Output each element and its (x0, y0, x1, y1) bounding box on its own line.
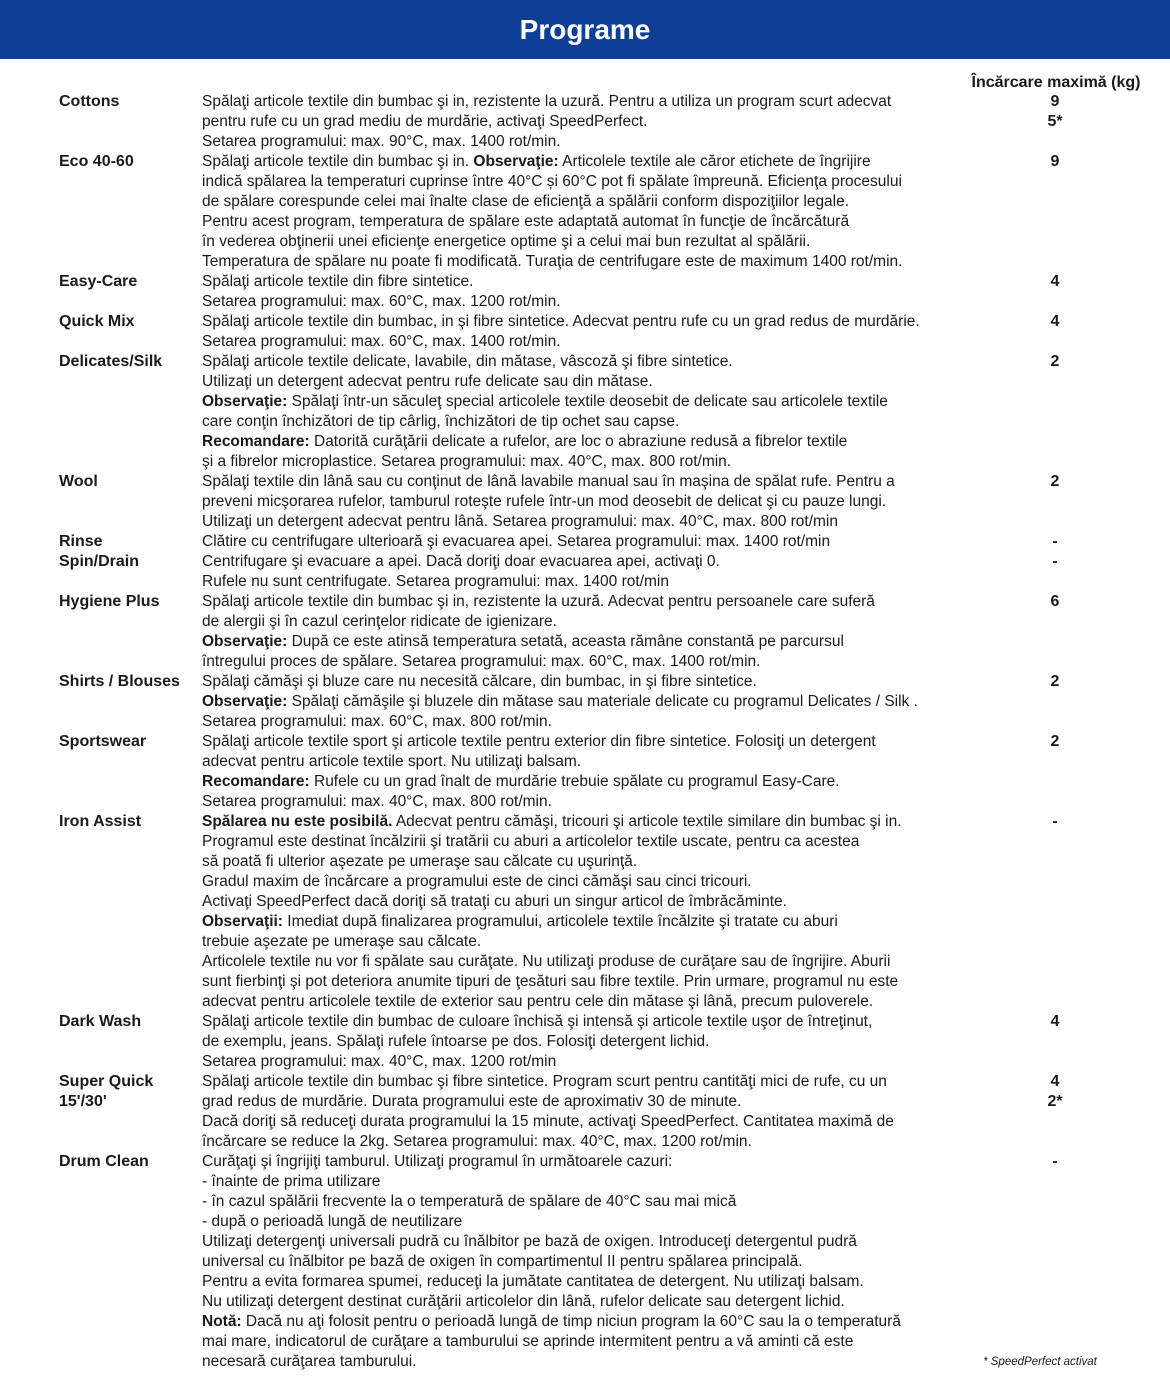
max-load-value: 2 (1050, 733, 1060, 750)
program-description (202, 352, 982, 472)
description-line (202, 1132, 982, 1152)
text-segment: Spălaţi articole textile din bumbac de culoare închisă şi intensă şi articole textile uşor de întreţinut, (202, 1013, 873, 1030)
program-description (202, 472, 982, 532)
program-description (202, 1012, 982, 1072)
text-segment: Spălaţi articole textile delicate, lavabile, din mătase, vâscoză şi fibre sintetice. (202, 353, 733, 370)
description-line (202, 472, 982, 492)
max-load-column-header: Încărcare maximă (kg) (971, 74, 1141, 91)
description-line (202, 132, 982, 152)
text-segment: Gradul maxim de încărcare a programului este de cinci cămăşi sau cinci tricouri. (202, 873, 752, 890)
bold-label: Observaţie: (202, 393, 288, 410)
max-load-value: 2 (1050, 353, 1060, 370)
description-line (202, 612, 982, 632)
text-segment: Temperatura de spălare nu poate fi modificată. Turaţia de centrifugare este de maximum 1400 rot/min. (202, 253, 903, 270)
description-line (202, 1012, 982, 1032)
text-segment: încărcare se reduce la 2kg. Setarea programului: max. 40°C, max. 1200 rot/min. (202, 1133, 752, 1150)
text-segment: de exemplu, jeans. Spălaţi rufele întoarse pe dos. Folosiţi detergent lichid. (202, 1033, 710, 1050)
program-description (202, 92, 982, 152)
text-segment: Utilizaţi detergenţi universali pudră cu înălbitor pe bază de oxigen. Introduceţi detergentul pudră (202, 1233, 857, 1250)
program-name: Dark Wash (59, 1013, 142, 1030)
description-line (202, 692, 982, 712)
description-line (202, 1172, 982, 1192)
program-name: Iron Assist (59, 813, 142, 830)
bold-label: Notă: (202, 1313, 242, 1330)
description-line (202, 1192, 982, 1212)
description-line (202, 1032, 982, 1052)
max-load-value: 4 (1050, 313, 1060, 330)
program-description (202, 272, 982, 312)
text-segment: Spălaţi articole textile din bumbac şi in. (202, 153, 474, 170)
text-segment: Setarea programului: max. 40°C, max. 800 rot/min. (202, 793, 552, 810)
description-line (202, 452, 982, 472)
program-name: Rinse (59, 533, 103, 550)
bold-label: Recomandare: (202, 773, 310, 790)
description-line (202, 872, 982, 892)
text-segment: Activaţi SpeedPerfect dacă doriţi să trataţi cu aburi un singur articol de îmbrăcăminte. (202, 893, 787, 910)
text-segment: Setarea programului: max. 40°C, max. 1200 rot/min (202, 1053, 557, 1070)
description-line (202, 192, 982, 212)
description-line (202, 972, 982, 992)
max-load-value: - (1052, 533, 1058, 550)
program-description (202, 672, 982, 732)
description-line (202, 1252, 982, 1272)
text-segment: universal cu înălbitor pe bază de oxigen în compartimentul II pentru spălarea principală. (202, 1253, 803, 1270)
description-line (202, 752, 982, 772)
description-line (202, 652, 982, 672)
program-name: Cottons (59, 93, 120, 110)
max-load-value: 4 (1050, 273, 1060, 290)
text-segment: de alergii şi în cazul cerinţelor ridicate de igienizare. (202, 613, 557, 630)
program-name: Delicates/Silk (59, 353, 163, 370)
description-line (202, 932, 982, 952)
description-line (202, 352, 982, 372)
text-segment: necesară curăţarea tamburului. (202, 1353, 417, 1370)
program-name: Super Quick 15'/30' (59, 1073, 154, 1110)
text-segment: - în cazul spălării frecvente la o temperatură de spălare de 40°C sau mai mică (202, 1193, 737, 1210)
max-load-value: 4 (1050, 1013, 1060, 1030)
text-segment: Centrifugare şi evacuare a apei. Dacă doriţi doar evacuarea apei, activaţi 0. (202, 553, 720, 570)
text-segment: Setarea programului: max. 60°C, max. 1200 rot/min. (202, 293, 561, 310)
description-line (202, 772, 982, 792)
program-name: Spin/Drain (59, 553, 140, 570)
text-segment: de spălare corespunde celei mai înalte clase de eficienţă a spălării conform dispoziţiilor legale. (202, 193, 850, 210)
program-description (202, 1152, 982, 1372)
text-segment: Spălaţi articole textile sport şi articole textile pentru exterior din fibre sintetice. Folosiţi un detergent (202, 733, 876, 750)
bold-label: Recomandare: (202, 433, 310, 450)
text-segment: Articolele textile ale căror etichete de îngrijire (558, 153, 871, 170)
description-line (202, 1332, 982, 1352)
description-line (202, 672, 982, 692)
max-load-value: 9 5* (1047, 93, 1063, 130)
description-line (202, 1072, 982, 1092)
program-name: Sportswear (59, 733, 147, 750)
max-load-value: - (1052, 813, 1058, 830)
description-line (202, 112, 982, 132)
description-line (202, 372, 982, 392)
text-segment: grad redus de murdărie. Durata programului este de aproximativ 30 de minute. (202, 1093, 742, 1110)
description-line (202, 1272, 982, 1292)
description-line (202, 272, 982, 292)
text-segment: Spălaţi articole textile din bumbac şi in, rezistente la uzură. Adecvat pentru persoanele care suferă (202, 593, 875, 610)
text-segment: adecvat pentru articolele textile de exterior sau pentru cele din mătase şi lână, precum puloverele. (202, 993, 874, 1010)
description-line (202, 1212, 982, 1232)
description-line (202, 532, 982, 552)
program-name: Eco 40-60 (59, 153, 134, 170)
description-line (202, 1152, 982, 1172)
text-segment: Dacă doriţi să reduceţi durata programului la 15 minute, activaţi SpeedPerfect. Cantitatea maximă de (202, 1113, 894, 1130)
text-segment: Spălaţi articole textile din bumbac şi fibre sintetice. Program scurt pentru cantităţi mici de rufe, cu un (202, 1073, 887, 1090)
max-load-value: 2 (1050, 473, 1060, 490)
bold-label: Spălarea nu este posibilă. (202, 813, 393, 830)
text-segment: Spălaţi cămăşi şi bluze care nu necesită călcare, din bumbac, in şi fibre sintetice. (202, 673, 757, 690)
description-line (202, 332, 982, 352)
description-line (202, 92, 982, 112)
description-line (202, 312, 982, 332)
program-description (202, 312, 982, 352)
text-segment: Dacă nu aţi folosit pentru o perioadă lungă de timp niciun program la 60°C sau la o temperatură (241, 1313, 901, 1330)
text-segment: Rufele nu sunt centrifugate. Setarea programului: max. 1400 rot/min (202, 573, 669, 590)
max-load-value: 2 (1050, 673, 1060, 690)
description-line (202, 1052, 982, 1072)
description-line (202, 952, 982, 972)
bold-label: Observaţie: (202, 693, 288, 710)
description-line (202, 492, 982, 512)
text-segment: Adecvat pentru cămăşi, tricouri şi articole textile similare din bumbac şi in. (392, 813, 902, 830)
text-segment: mai mare, indicatorul de curăţare a tamburului se aprinde intermitent pentru a vă aminti că este (202, 1333, 854, 1350)
bold-label: Observaţii: (202, 913, 283, 930)
description-line (202, 552, 982, 572)
program-description (202, 152, 982, 272)
text-segment: Spălaţi textile din lână sau cu conţinut de lână lavabile manual sau în maşina de spălat rufe. Pentru a (202, 473, 895, 490)
program-name: Easy-Care (59, 273, 138, 290)
program-name: Quick Mix (59, 313, 135, 330)
text-segment: pentru rufe cu un grad mediu de murdărie, activaţi SpeedPerfect. (202, 113, 648, 130)
description-line (202, 992, 982, 1012)
text-segment: Rufele cu un grad înalt de murdărie trebuie spălate cu programul Easy-Care. (309, 773, 840, 790)
description-line (202, 1352, 982, 1372)
text-segment: Pentru acest program, temperatura de spălare este adaptată automat în funcţie de încărcătură (202, 213, 850, 230)
max-load-value: 6 (1050, 593, 1060, 610)
max-load-value: - (1052, 1153, 1058, 1170)
description-line (202, 912, 982, 932)
description-line (202, 792, 982, 812)
description-line (202, 172, 982, 192)
description-line (202, 1292, 982, 1312)
text-segment: Clătire cu centrifugare ulterioară şi evacuarea apei. Setarea programului: max. 1400 rot/min (202, 533, 831, 550)
max-load-value: 4 2* (1047, 1073, 1063, 1110)
max-load-value: 9 (1050, 153, 1060, 170)
description-line (202, 892, 982, 912)
text-segment: Setarea programului: max. 60°C, max. 800 rot/min. (202, 713, 552, 730)
text-segment: Spălaţi într-un săculeţ special articolele textile deosebit de delicate sau articolele textile (287, 393, 888, 410)
text-segment: Setarea programului: max. 90°C, max. 1400 rot/min. (202, 133, 561, 150)
description-line (202, 732, 982, 752)
text-segment: Datorită curăţării delicate a rufelor, are loc o abraziune redusă a fibrelor textile (309, 433, 848, 450)
text-segment: Curăţaţi şi îngrijiţi tamburul. Utilizaţi programul în următoarele cazuri: (202, 1153, 673, 1170)
text-segment: Spălaţi articole textile din fibre sintetice. (202, 273, 474, 290)
text-segment: Nu utilizaţi detergent destinat curăţării articolelor din lână, rufelor delicate sau detergent lichid. (202, 1293, 845, 1310)
text-segment: - după o perioadă lungă de neutilizare (202, 1213, 463, 1230)
text-segment: Utilizaţi un detergent adecvat pentru rufe delicate sau din mătase. (202, 373, 653, 390)
bold-label: Observaţie: (473, 153, 559, 170)
header-bar (0, 0, 1170, 59)
program-description (202, 552, 982, 592)
description-line (202, 432, 982, 452)
program-description (202, 532, 982, 552)
description-line (202, 1092, 982, 1112)
program-name: Drum Clean (59, 1153, 149, 1170)
text-segment: întregului proces de spălare. Setarea programului: max. 60°C, max. 1400 rot/min. (202, 653, 761, 670)
text-segment: în vederea obţinerii unei eficienţe energetice optime şi a celui mai bun rezultat al spălării. (202, 233, 811, 250)
text-segment: Imediat după finalizarea programului, articolele textile încălzite şi tratate cu aburi (282, 913, 838, 930)
text-segment: să poată fi ulterior aşezate pe umeraşe sau călcate cu uşurinţă. (202, 853, 638, 870)
max-load-value: - (1052, 553, 1058, 570)
description-line (202, 1232, 982, 1252)
description-line (202, 232, 982, 252)
description-line (202, 512, 982, 532)
description-line (202, 1112, 982, 1132)
program-description (202, 592, 982, 672)
text-segment: După ce este atinsă temperatura setată, aceasta rămâne constantă pe parcursul (287, 633, 844, 650)
text-segment: adecvat pentru articole textile sport. Nu utilizaţi balsam. (202, 753, 582, 770)
footnote: * SpeedPerfect activat (983, 1356, 1097, 1368)
text-segment: indică spălarea la temperaturi cuprinse între 40°C și 60°C pot fi spălate împreună. Eficienţa procesului (202, 173, 902, 190)
text-segment: trebuie aşezate pe umeraşe sau călcate. (202, 933, 482, 950)
description-line (202, 152, 982, 172)
text-segment: Spălaţi cămăşile şi bluzele din mătase sau materiale delicate cu programul Delicates / Silk . (287, 693, 918, 710)
description-line (202, 292, 982, 312)
description-line (202, 572, 982, 592)
text-segment: Programul este destinat încălzirii şi tratării cu aburi a articolelor textile uscate, pentru ca acestea (202, 833, 860, 850)
program-description (202, 1072, 982, 1152)
text-segment: Utilizaţi un detergent adecvat pentru lână. Setarea programului: max. 40°C, max. 800 rot/min (202, 513, 838, 530)
bold-label: Observaţie: (202, 633, 288, 650)
text-segment: sunt fierbinţi şi pot deteriora anumite tipuri de ţesături sau fibre textile. Prin urmare, programul nu este (202, 973, 899, 990)
text-segment: Spălaţi articole textile din bumbac şi in, rezistente la uzură. Pentru a utiliza un program scurt adecvat (202, 93, 892, 110)
program-name: Wool (59, 473, 98, 490)
program-description (202, 732, 982, 812)
program-description (202, 812, 982, 1012)
description-line (202, 412, 982, 432)
text-segment: care conţin închizători de tip cârlig, închizători de tip ochet sau capse. (202, 413, 680, 430)
description-line (202, 212, 982, 232)
description-line (202, 812, 982, 832)
description-line (202, 712, 982, 732)
text-segment: Pentru a evita formarea spumei, reduceţi la jumătate cantitatea de detergent. Nu utilizaţi balsam. (202, 1273, 864, 1290)
text-segment: Setarea programului: max. 60°C, max. 1400 rot/min. (202, 333, 561, 350)
description-line (202, 1312, 982, 1332)
description-line (202, 252, 982, 272)
description-line (202, 592, 982, 612)
text-segment: Articolele textile nu vor fi spălate sau curăţate. Nu utilizaţi produse de curăţare sau de îngrijire. Aburii (202, 953, 891, 970)
description-line (202, 632, 982, 652)
program-name: Shirts / Blouses (59, 673, 180, 690)
text-segment: şi a fibrelor microplastice. Setarea programului: max. 40°C, max. 800 rot/min. (202, 453, 732, 470)
description-line (202, 852, 982, 872)
text-segment: Spălaţi articole textile din bumbac, in şi fibre sintetice. Adecvat pentru rufe cu un grad redus de murdărie. (202, 313, 920, 330)
description-line (202, 392, 982, 412)
text-segment: - înainte de prima utilizare (202, 1173, 381, 1190)
description-line (202, 832, 982, 852)
page-title: Programe (519, 14, 651, 45)
program-name: Hygiene Plus (59, 593, 160, 610)
text-segment: preveni micşorarea rufelor, tamburul roteşte rufele într-un mod deosebit de delicat şi cu pauze lungi. (202, 493, 887, 510)
